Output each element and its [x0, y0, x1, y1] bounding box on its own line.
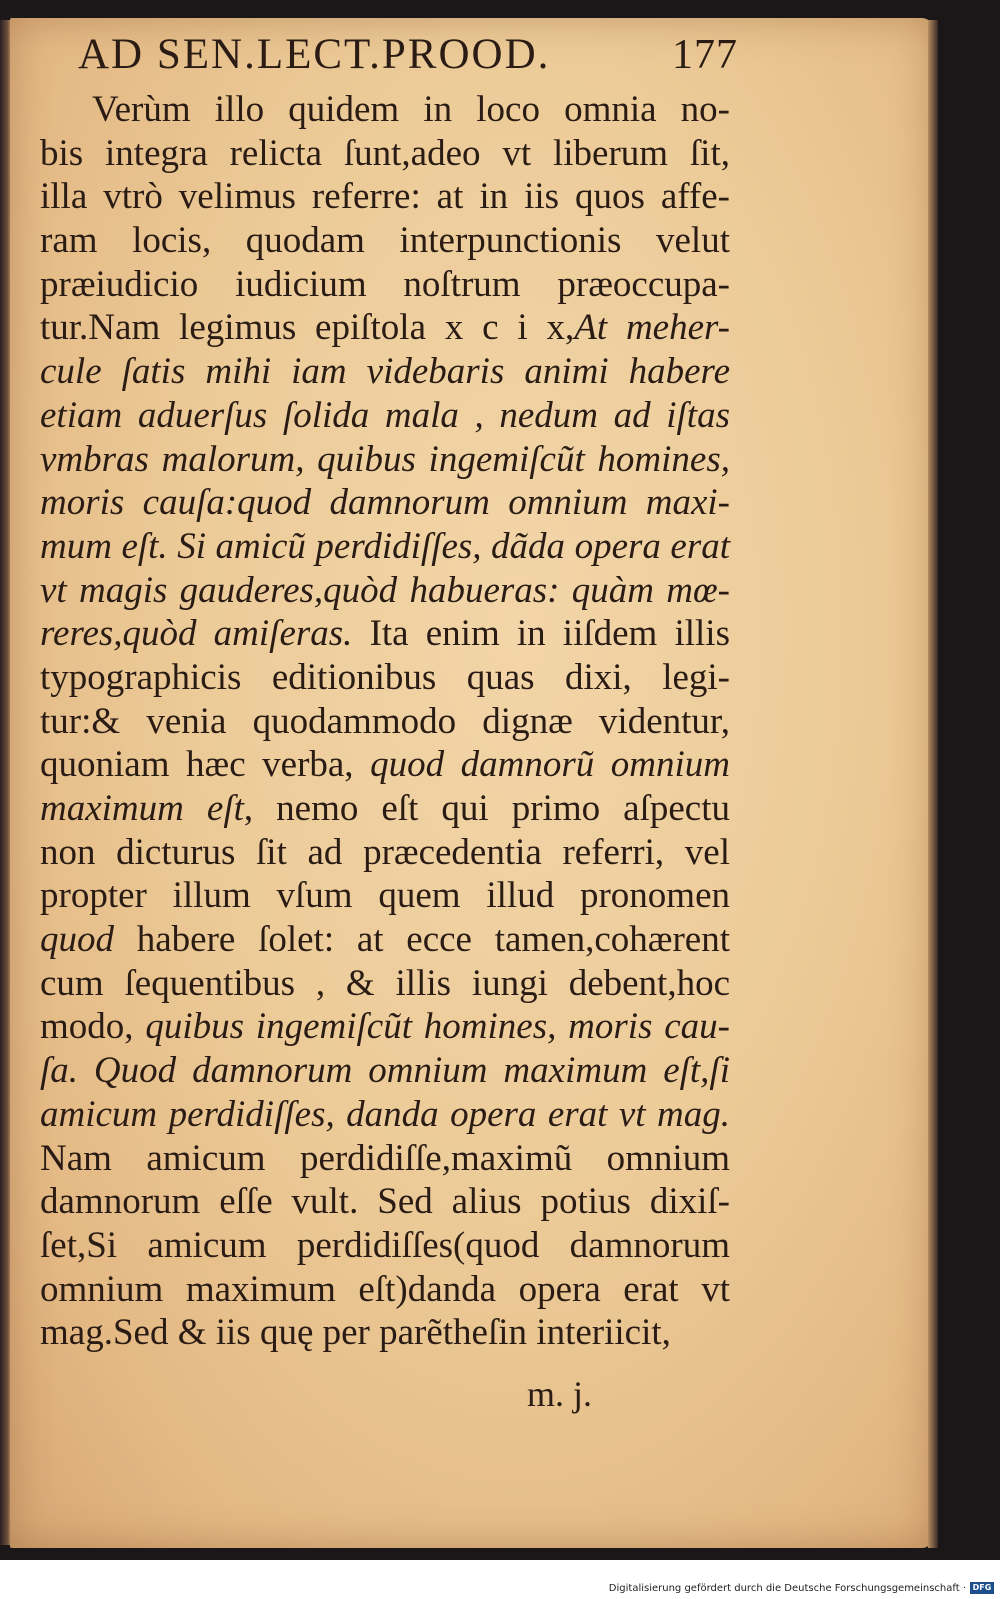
text-line-segment: cum ſequentibus , & illis iungi debent,hoc [40, 962, 730, 1004]
text-line-segment: non dicturus ſit ad præcedentia referri, vel [40, 831, 730, 873]
text-line-segment: ſa. Quod damnorum omnium maximum eſt,ſi [40, 1050, 730, 1092]
text-line-segment: ram locis, quodam interpunctionis velut [40, 220, 730, 262]
text-line-segment: Nam amicum perdidiſſe,maximũ omnium [40, 1137, 730, 1179]
text-line [40, 1311, 730, 1355]
text-line [40, 438, 730, 482]
text-line [40, 612, 730, 656]
digitization-credit: Digitalisierung gefördert durch die Deutsche Forschungsgemeinschaft · [608, 1583, 966, 1594]
text-line-segment: omnium maximum eſt)danda opera erat vt [40, 1268, 730, 1310]
text-line [40, 1093, 730, 1137]
text-line [40, 132, 730, 176]
text-line [40, 962, 730, 1006]
dfg-logo: DFG [970, 1582, 994, 1594]
text-line [40, 1268, 730, 1312]
text-line-segment: propter illum vſum quem illud pronomen [40, 875, 730, 917]
text-line [40, 1180, 730, 1224]
page-edge-right [928, 20, 938, 1548]
text-line [40, 394, 730, 438]
text-line [40, 1137, 730, 1181]
text-line [40, 1049, 730, 1093]
text-line [40, 1005, 730, 1049]
text-line [40, 263, 730, 307]
page-number: 177 [672, 32, 738, 78]
text-line [40, 874, 730, 918]
text-line-segment: vmbras malorum, quibus ingemiſcũt homines, [40, 438, 730, 480]
text-line-segment: etiam aduerſus ſolida mala , nedum ad iſtas [40, 394, 730, 436]
text-line-segment: reres,quòd amiſeras. [40, 613, 353, 655]
text-line-segment: mag.Sed & iis quę per parẽtheſin interiicit, [40, 1312, 671, 1354]
text-line-segment: mum eſt. Si amicũ perdidiſſes, dãda opera erat [40, 525, 730, 567]
text-line [40, 700, 730, 744]
text-line [40, 1224, 730, 1268]
text-line-segment: typographicis editionibus quas dixi, legi- [40, 656, 730, 698]
text-line [40, 350, 730, 394]
text-line-segment: amicum perdidiſſes, danda opera erat vt mag. [40, 1093, 730, 1135]
running-head [78, 30, 738, 79]
text-line [40, 88, 730, 132]
text-line-segment: præiudicio iudicium noſtrum præoccupa- [40, 263, 730, 305]
text-line [40, 743, 730, 787]
text-line-segment: quod [40, 919, 114, 961]
text-line [40, 219, 730, 263]
text-line [40, 656, 730, 700]
text-line-segment: tur:& venia quodammodo dignæ videntur, [40, 700, 730, 742]
text-line [40, 306, 730, 350]
text-line [40, 525, 730, 569]
text-line-segment: illa vtrò velimus referre: at in iis quos affe- [40, 176, 730, 218]
text-line [40, 175, 730, 219]
text-line-roman-segment: , nemo eſt qui primo aſpectu [243, 788, 730, 829]
text-line [40, 569, 730, 613]
text-line-segment: bis integra relicta ſunt,adeo vt liberum ſit, [40, 132, 730, 174]
text-line-segment: maximum eſt [40, 788, 244, 829]
text-line-italic-segment: quibus ingemiſcũt homines, moris cau- [145, 1006, 730, 1048]
text-line [40, 787, 730, 831]
text-line-segment: cule ſatis mihi iam videbaris animi habere [40, 351, 730, 393]
text-line-segment: tur.Nam legimus epiſtola x c i x, [40, 307, 575, 349]
text-line-italic-segment: At meher- [574, 307, 730, 349]
text-line-italic-segment: quod damnorũ omnium [370, 744, 730, 786]
text-line-segment: ſet,Si amicum perdidiſſes(quod damnorum [40, 1224, 730, 1266]
text-line-roman-segment: Ita enim in iiſdem illis [352, 613, 730, 655]
text-line-segment: modo, [40, 1006, 146, 1048]
text-line-segment: moris cauſa:quod damnorum omnium maxi- [40, 482, 730, 524]
running-title: AD SEN.LECT.PROOD. [78, 31, 551, 78]
text-line-segment: damnorum eſſe vult. Sed alius potius dixiſ- [40, 1181, 730, 1223]
text-line-roman-segment: habere ſolet: at ecce tamen,cohærent [114, 919, 730, 961]
text-line-segment: Verùm illo quidem in loco omnia no- [92, 89, 730, 130]
text-line-segment: quoniam hæc verba, [40, 744, 371, 786]
body-text [40, 88, 730, 1355]
signature-mark: m. j. [527, 1374, 593, 1414]
text-line [40, 831, 730, 875]
text-line [40, 481, 730, 525]
text-line-segment: vt magis gauderes,quòd habueras: quàm mœ- [40, 569, 730, 611]
text-line [40, 918, 730, 962]
